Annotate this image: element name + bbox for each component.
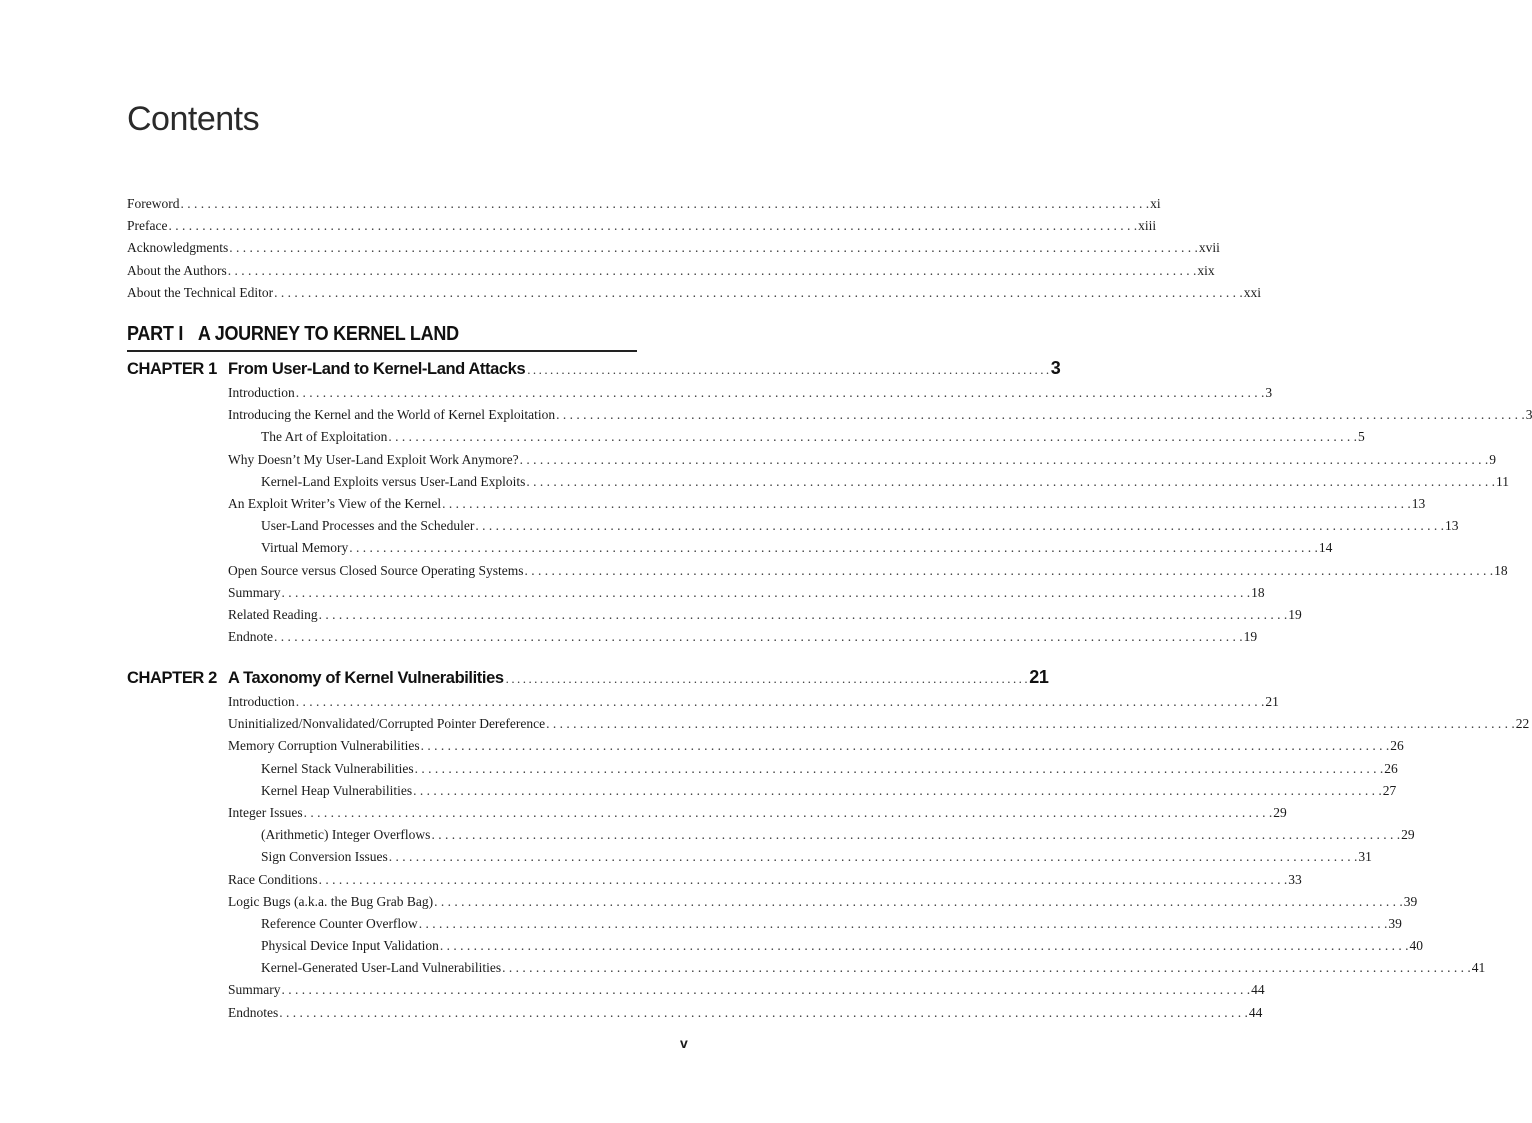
dot-leader: [168, 215, 1137, 237]
front-matter-list: [127, 193, 1262, 304]
toc-entry-title: Related Reading: [228, 606, 318, 622]
toc-entry-page: xix: [1197, 262, 1215, 278]
toc-entry-page: 21: [1265, 694, 1279, 709]
toc-entry-title: The Art of Exploitation: [261, 429, 388, 445]
part-title: A JOURNEY TO KERNEL LAND: [197, 323, 459, 345]
toc-entry[interactable]: [228, 1002, 1263, 1024]
toc-entry-page: 44: [1248, 1004, 1263, 1020]
toc-entry-page: 13: [1411, 495, 1426, 511]
toc-entry-title: Race Conditions: [228, 871, 318, 887]
toc-entry-page: 26: [1390, 738, 1404, 754]
chapter-label: CHAPTER 2: [127, 669, 217, 687]
dot-leader: [413, 780, 1382, 802]
toc-subentry[interactable]: [228, 758, 1398, 780]
toc-entry[interactable]: [228, 560, 1508, 582]
toc-entry-title: Introducing the Kernel and the World of Kernel Exploitation: [228, 407, 556, 423]
dot-leader: [296, 691, 1265, 713]
dot-leader: [502, 957, 1471, 979]
dot-leader: [274, 626, 1243, 648]
toc-entry-page: xvii: [1198, 240, 1220, 256]
dot-leader: [421, 735, 1390, 757]
toc-subentry[interactable]: [228, 935, 1423, 957]
toc-entry-page: 33: [1288, 871, 1302, 887]
dot-leader: [440, 935, 1409, 957]
toc-entry-page: 27: [1382, 782, 1397, 798]
toc-entry-page: xxi: [1243, 284, 1262, 300]
toc-entry-page: 19: [1243, 629, 1258, 645]
dot-leader: [279, 1002, 1248, 1024]
dot-leader: [524, 560, 1493, 582]
toc-entry-title: Logic Bugs (a.k.a. the Bug Grab Bag): [228, 893, 434, 909]
toc-entry-page: 44: [1251, 982, 1265, 998]
toc-entry[interactable]: [228, 449, 1496, 471]
toc-subentry[interactable]: [228, 780, 1397, 802]
toc-entry-acknowledgments[interactable]: [127, 237, 1220, 259]
part-number: PART I: [127, 323, 184, 345]
chapter-title: From User-Land to Kernel-Land Attacks: [228, 360, 526, 378]
toc-entry[interactable]: [228, 382, 1273, 404]
toc-subentry[interactable]: [228, 846, 1372, 868]
toc-entry-page: 18: [1251, 584, 1265, 600]
toc-entry-page: 40: [1409, 938, 1423, 954]
chapter-title-line: [228, 358, 1060, 379]
dot-leader: [274, 282, 1243, 304]
toc-entry-title: Memory Corruption Vulnerabilities: [228, 738, 420, 754]
dot-leader: [434, 891, 1403, 913]
chapter-label: CHAPTER 1: [127, 360, 217, 378]
toc-entry-page: 11: [1496, 473, 1510, 489]
toc-entry-page: 22: [1515, 716, 1530, 732]
dot-leader: [228, 260, 1197, 282]
toc-entry-title: Introduction: [228, 385, 295, 400]
toc-entry[interactable]: [228, 626, 1258, 648]
chapter-title: A Taxonomy of Kernel Vulnerabilities: [228, 669, 504, 687]
dot-leader: [442, 493, 1411, 515]
chapter-page: 3: [1050, 358, 1061, 378]
dot-leader: [229, 237, 1198, 259]
toc-entry-about-technical-editor[interactable]: [127, 282, 1262, 304]
toc-entry-title: Preface: [127, 218, 168, 234]
toc-entry[interactable]: [228, 404, 1532, 426]
dot-leader: [282, 582, 1251, 604]
dot-leader: [181, 193, 1150, 215]
toc-entry-page: 5: [1357, 429, 1365, 445]
toc-entry-preface[interactable]: [127, 215, 1157, 237]
toc-entry-title: Kernel-Land Exploits versus User-Land Exploits: [261, 473, 526, 489]
dot-leader: [431, 824, 1400, 846]
part-divider: [127, 350, 637, 352]
toc-entry-title: Endnotes: [228, 1004, 279, 1020]
dot-leader: [556, 404, 1525, 426]
toc-entry-page: xi: [1150, 196, 1161, 211]
dot-leader: [349, 537, 1318, 559]
dot-leader: [506, 671, 1028, 687]
toc-entry-title: Why Doesn’t My User-Land Exploit Work Anymore?: [228, 451, 519, 467]
toc-entry-title: (Arithmetic) Integer Overflows: [261, 827, 431, 843]
toc-entry[interactable]: [228, 713, 1530, 735]
toc-entry-page: 39: [1403, 893, 1418, 909]
toc-entry[interactable]: [228, 493, 1426, 515]
toc-subentry[interactable]: [228, 471, 1510, 493]
toc-entry-title: Summary: [228, 982, 281, 998]
dot-leader: [304, 802, 1273, 824]
chapter-entries: [228, 691, 1530, 1024]
toc-entry-page: 19: [1288, 606, 1302, 622]
toc-entry-title: About the Technical Editor: [127, 284, 274, 300]
toc-subentry[interactable]: [228, 515, 1459, 537]
chapter-heading[interactable]: [127, 358, 1061, 382]
toc-entry[interactable]: [228, 604, 1302, 626]
toc-entry-title: Kernel Stack Vulnerabilities: [261, 760, 414, 776]
chapter-2: [127, 667, 1530, 1024]
dot-leader: [520, 449, 1489, 471]
toc-entry[interactable]: [228, 735, 1404, 757]
toc-entry-title: Introduction: [228, 694, 295, 709]
toc-entry-page: xiii: [1138, 218, 1157, 234]
page-title: Contents: [127, 100, 260, 138]
dot-leader: [415, 758, 1384, 780]
toc-entry-page: 3: [1265, 385, 1273, 400]
chapter-title-line: [228, 667, 1048, 688]
toc-entry-title: About the Authors: [127, 262, 227, 278]
toc-entry-title: Reference Counter Overflow: [261, 915, 418, 931]
toc-entry-page: 18: [1494, 562, 1508, 578]
toc-entry-page: 31: [1358, 849, 1372, 865]
toc-entry-title: Foreword: [127, 196, 180, 211]
toc-subentry[interactable]: [228, 537, 1333, 559]
part-heading: [127, 323, 586, 346]
chapter-page: 21: [1029, 667, 1049, 687]
toc-entry-title: Kernel-Generated User-Land Vulnerabilities: [261, 960, 502, 976]
chapter-heading[interactable]: [127, 667, 1049, 691]
page-folio: v: [680, 1035, 688, 1051]
toc-subentry[interactable]: [228, 913, 1402, 935]
toc-entry-title: Integer Issues: [228, 804, 303, 820]
chapter-1: [127, 358, 1532, 648]
dot-leader: [319, 869, 1288, 891]
chapter-entries: [228, 382, 1532, 648]
toc-entry-title: Sign Conversion Issues: [261, 849, 388, 865]
toc-entry-page: 39: [1388, 915, 1402, 931]
toc-subentry[interactable]: [228, 957, 1486, 979]
toc-entry-title: Acknowledgments: [127, 240, 229, 256]
toc-entry-page: 26: [1384, 760, 1398, 776]
toc-entry-foreword[interactable]: [127, 193, 1161, 215]
toc-entry-title: Uninitialized/Nonvalidated/Corrupted Pointer Dereference: [228, 716, 546, 732]
toc-entry[interactable]: [228, 802, 1287, 824]
toc-entry-title: Endnote: [228, 629, 273, 645]
toc-entry-title: Virtual Memory: [261, 540, 349, 556]
toc-entry-page: 29: [1401, 827, 1415, 843]
dot-leader: [475, 515, 1444, 537]
toc-entry-title: An Exploit Writer’s View of the Kernel: [228, 495, 442, 511]
toc-entry-page: 3: [1525, 407, 1532, 423]
dot-leader: [419, 913, 1388, 935]
toc-entry-title: Summary: [228, 584, 281, 600]
dot-leader: [319, 604, 1288, 626]
toc-entry[interactable]: [228, 891, 1418, 913]
toc-entry[interactable]: [228, 869, 1302, 891]
toc-entry-title: Open Source versus Closed Source Operating Systems: [228, 562, 524, 578]
dot-leader: [296, 382, 1265, 404]
dot-leader: [282, 979, 1251, 1001]
toc-entry-title: Physical Device Input Validation: [261, 938, 439, 954]
toc-entry-title: Kernel Heap Vulnerabilities: [261, 782, 413, 798]
toc-subentry[interactable]: [228, 426, 1365, 448]
dot-leader: [388, 426, 1357, 448]
toc-entry[interactable]: [228, 582, 1265, 604]
toc-entry[interactable]: [228, 979, 1265, 1001]
toc-entry-title: User-Land Processes and the Scheduler: [261, 518, 475, 534]
toc-entry-page: 41: [1471, 960, 1486, 976]
dot-leader: [527, 362, 1049, 378]
toc-subentry[interactable]: [228, 824, 1415, 846]
dot-leader: [546, 713, 1515, 735]
toc-entry-page: 13: [1445, 518, 1459, 534]
toc-entry-page: 29: [1273, 804, 1287, 820]
dot-leader: [389, 846, 1358, 868]
toc-entry[interactable]: [228, 691, 1279, 713]
dot-leader: [526, 471, 1495, 493]
toc-entry-page: 14: [1318, 540, 1333, 556]
toc-entry-page: 9: [1489, 451, 1496, 467]
toc-entry-about-authors[interactable]: [127, 260, 1215, 282]
